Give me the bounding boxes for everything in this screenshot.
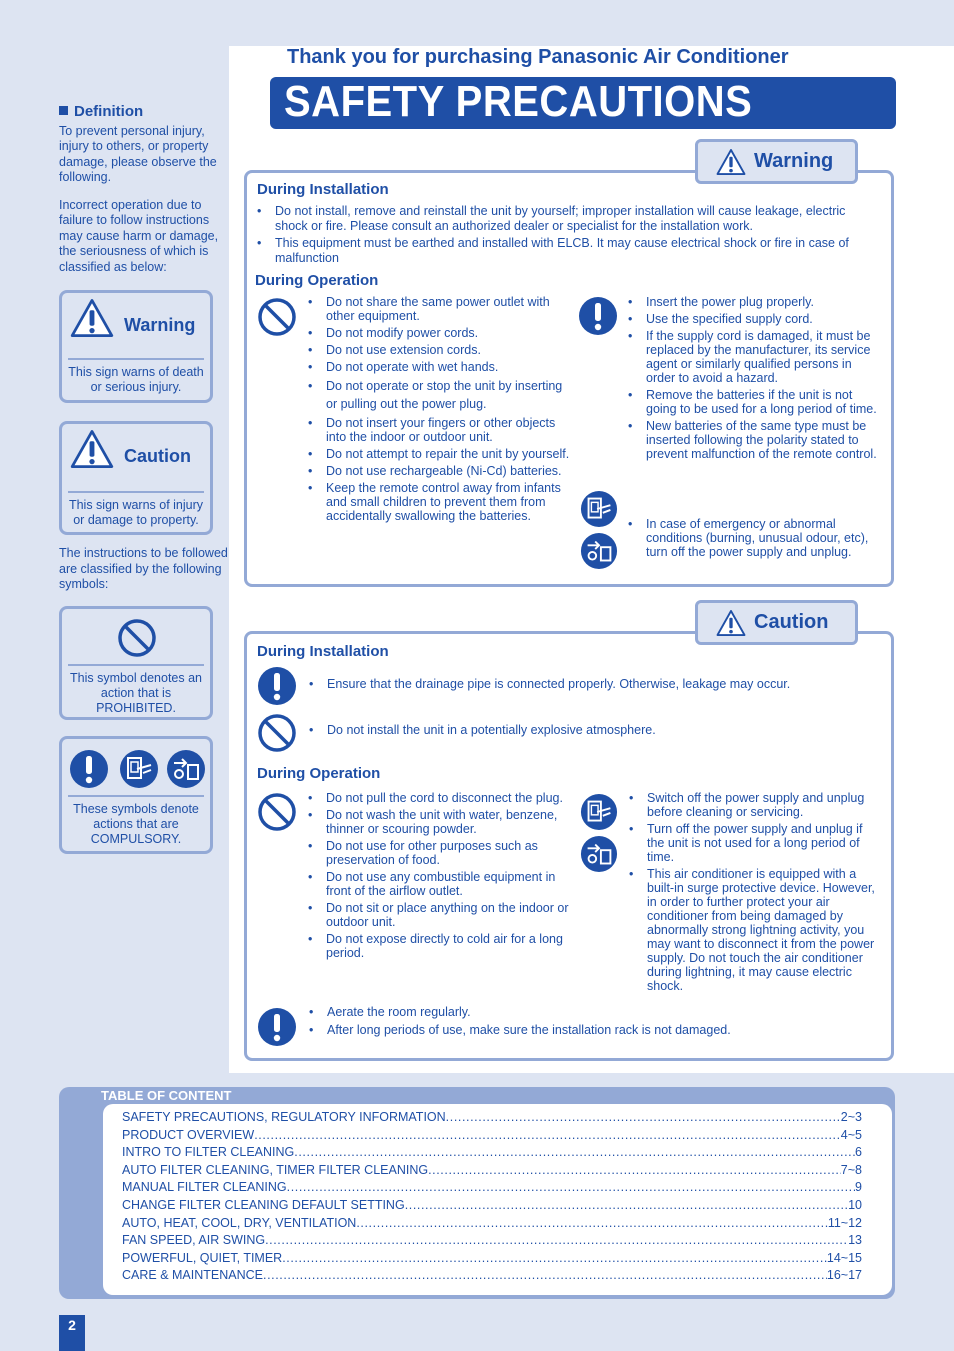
caution-installation-heading: During Installation <box>257 643 389 660</box>
warning-tag-label: Warning <box>754 150 834 172</box>
toc-row[interactable] <box>122 1216 862 1230</box>
title-bar <box>270 77 896 129</box>
caution-unplug-list <box>629 791 881 996</box>
divider <box>68 491 204 493</box>
toc-page: 2~3 <box>840 1110 862 1124</box>
warning-installation-list <box>257 204 877 268</box>
toc-leader <box>254 1128 841 1142</box>
list-item: • Ensure that the drainage pipe is connected properly. Otherwise, leakage may occur. <box>309 677 879 692</box>
toc-leader <box>282 1251 827 1265</box>
toc-page: 14~15 <box>826 1250 862 1265</box>
definition-heading: Definition <box>59 104 229 120</box>
unplug-icon <box>580 532 618 570</box>
warning-unplug-list <box>628 517 880 562</box>
unplug-icon <box>580 835 618 873</box>
plug-in-icon <box>580 793 618 831</box>
toc-label: FAN SPEED, AIR SWING <box>122 1233 266 1248</box>
toc-label: MANUAL FILTER CLEANING <box>122 1180 287 1195</box>
toc-label: CARE & MAINTENANCE <box>122 1268 263 1283</box>
toc-row[interactable] <box>122 1145 862 1159</box>
list-item: • This air conditioner is equipped with a built-in surge protective device. However, in order to further protect your air conditioner from being damaged by abnormally strong lightning activity, you may want to disconnect it from the power supply. Do not touch the air conditioner during lightning, it may cause electric shock. <box>629 867 881 993</box>
prohibited-icon <box>257 792 297 832</box>
compulsory-icon <box>257 1007 297 1047</box>
list-item: • This equipment must be earthed and installed with ELCB. It may cause electrical shock or fire in case of malfunction <box>257 236 877 265</box>
toc-label: INTRO TO FILTER CLEANING <box>122 1145 295 1160</box>
list-item: • Do not operate or stop the unit by inserting or pulling out the power plug. <box>308 377 570 413</box>
definition-sidebar <box>59 104 229 287</box>
warning-triangle-icon <box>70 298 114 338</box>
toc-page: 16~17 <box>826 1268 862 1283</box>
list-item: • Do not operate with wet hands. <box>308 360 570 374</box>
toc-leader <box>265 1233 848 1247</box>
toc-page: 4~5 <box>840 1127 862 1142</box>
toc-label: POWERFUL, QUIET, TIMER <box>122 1250 283 1265</box>
compulsory-icon <box>69 749 109 789</box>
toc-row[interactable] <box>122 1251 862 1265</box>
compulsory-definition-box <box>59 736 213 854</box>
thanks-heading: Thank you for purchasing Panasonic Air Conditioner <box>287 46 789 68</box>
toc-label: AUTO, HEAT, COOL, DRY, VENTILATION <box>122 1215 357 1230</box>
caution-install-compulsory-list <box>309 677 879 695</box>
prohibited-icon <box>257 713 297 753</box>
caution-box-desc: This sign warns of injury or damage to property. <box>68 498 204 527</box>
toc-page: 9 <box>855 1180 862 1195</box>
list-item: • Do not use rechargeable (Ni-Cd) batteries. <box>308 464 570 478</box>
toc-title: TABLE OF CONTENT <box>101 1088 232 1103</box>
list-item: • Switch off the power supply and unplug before cleaning or servicing. <box>629 791 881 819</box>
compulsory-icon <box>257 666 297 706</box>
list-item: • Turn off the power supply and unplug if the unit is not used for a long period of time. <box>629 822 881 864</box>
toc-label: CHANGE FILTER CLEANING DEFAULT SETTING <box>122 1198 405 1212</box>
warning-tag <box>695 139 858 184</box>
list-item: • Do not use extension cords. <box>308 343 570 357</box>
list-item: • In case of emergency or abnormal conditions (burning, unusual odour, etc), turn off the power supply and unplug. <box>628 517 880 559</box>
toc-row[interactable] <box>122 1110 862 1124</box>
page-number: 2 <box>59 1315 85 1351</box>
toc-page: 11~12 <box>827 1215 862 1230</box>
toc-leader <box>446 1110 841 1124</box>
warning-box-desc: This sign warns of death or serious injury. <box>68 365 204 394</box>
compulsory-icon <box>578 296 618 336</box>
toc-page: 7~8 <box>840 1162 862 1177</box>
caution-definition-box <box>59 421 213 535</box>
list-item: • Do not share the same power outlet with other equipment. <box>308 295 570 323</box>
toc-leader <box>405 1198 848 1212</box>
definition-para-1: To prevent personal injury, injury to others, or property damage, please observe the following. <box>59 123 217 184</box>
list-item: • Do not expose directly to cold air for a long period. <box>308 932 570 960</box>
compulsory-box-desc: These symbols denote actions that are COMPULSORY. <box>73 802 199 846</box>
caution-tag-label: Caution <box>754 611 829 633</box>
toc-leader <box>287 1180 855 1194</box>
prohibited-definition-box <box>59 606 213 720</box>
caution-prohibited-list <box>308 791 570 963</box>
caution-triangle-icon <box>716 607 746 639</box>
divider <box>68 795 204 797</box>
caution-install-prohibited-list <box>309 723 879 741</box>
toc-leader <box>263 1268 827 1282</box>
toc-row[interactable] <box>122 1128 862 1142</box>
list-item: • Do not modify power cords. <box>308 326 570 340</box>
list-item: • After long periods of use, make sure the installation rack is not damaged. <box>309 1023 879 1038</box>
list-item: • Keep the remote control away from infants and small children to prevent them from accidentally swallowing the batteries. <box>308 481 570 523</box>
list-item: • Aerate the room regularly. <box>309 1005 879 1020</box>
list-item: • Insert the power plug properly. <box>628 295 880 309</box>
unplug-icon <box>166 749 206 789</box>
toc-page: 6 <box>855 1145 862 1160</box>
square-bullet-icon <box>59 106 68 115</box>
list-item: • Do not pull the cord to disconnect the plug. <box>308 791 570 805</box>
warning-triangle-icon <box>716 146 746 178</box>
prohibited-box-desc: This symbol denotes an action that is PROHIBITED. <box>69 671 202 715</box>
plug-in-icon <box>119 749 159 789</box>
toc-label: PRODUCT OVERVIEW <box>122 1127 255 1142</box>
warning-operation-heading: During Operation <box>255 272 379 289</box>
toc-leader <box>428 1163 841 1177</box>
toc-label: SAFETY PRECAUTIONS, REGULATORY INFORMATION <box>122 1110 446 1124</box>
prohibited-icon <box>257 297 297 337</box>
page-title: SAFETY PRECAUTIONS <box>284 78 753 126</box>
list-item: • Do not attempt to repair the unit by yourself. <box>308 447 570 461</box>
list-item: • Do not install, remove and reinstall the unit by yourself; improper installation will cause leakage, electric shock or fire. Please consult an authorized dealer or specialist for the installation work. <box>257 204 877 233</box>
warning-compulsory-list <box>628 295 880 464</box>
toc-page: 13 <box>848 1233 862 1248</box>
list-item: • Do not use any combustible equipment in front of the airflow outlet. <box>308 870 570 898</box>
toc-page: 10 <box>848 1198 862 1212</box>
toc-label: AUTO FILTER CLEANING, TIMER FILTER CLEANING <box>122 1162 429 1177</box>
caution-compulsory-list <box>309 1005 879 1040</box>
toc-row[interactable] <box>122 1268 862 1282</box>
list-item: • Do not use for other purposes such as preservation of food. <box>308 839 570 867</box>
toc-row[interactable] <box>122 1198 862 1212</box>
toc-leader <box>356 1216 827 1230</box>
warning-box-title: Warning <box>124 315 196 335</box>
prohibited-icon <box>117 618 157 658</box>
list-item: • Do not install the unit in a potentially explosive atmosphere. <box>309 723 879 738</box>
list-item: • If the supply cord is damaged, it must be replaced by the manufacturer, its service agent or similarly qualified persons in order to avoid a hazard. <box>628 329 880 385</box>
symbols-intro-text: The instructions to be followed are classified by the following symbols: <box>59 546 228 591</box>
list-item: • Do not insert your fingers or other objects into the indoor or outdoor unit. <box>308 416 570 444</box>
list-item: • Do not wash the unit with water, benzene, thinner or scouring powder. <box>308 808 570 836</box>
divider <box>68 358 204 360</box>
list-item: • New batteries of the same type must be inserted following the polarity stated to prevent malfunction of the remote control. <box>628 419 880 461</box>
list-item: • Remove the batteries if the unit is not going to be used for a long period of time. <box>628 388 880 416</box>
list-item: • Use the specified supply cord. <box>628 312 880 326</box>
warning-prohibited-list <box>308 295 570 526</box>
toc-leader <box>294 1145 855 1159</box>
plug-in-icon <box>580 490 618 528</box>
caution-box-title: Caution <box>124 446 191 466</box>
toc-row[interactable] <box>122 1233 862 1247</box>
definition-para-2: Incorrect operation due to failure to follow instructions may cause harm or damage, the seriousness of which is classified as below: <box>59 197 219 274</box>
divider <box>68 664 204 666</box>
toc-row[interactable] <box>122 1163 862 1177</box>
warning-definition-box <box>59 290 213 403</box>
warning-installation-heading: During Installation <box>257 181 389 198</box>
caution-operation-heading: During Operation <box>257 765 381 782</box>
list-item: • Do not sit or place anything on the indoor or outdoor unit. <box>308 901 570 929</box>
symbols-intro <box>59 546 229 605</box>
caution-tag <box>695 600 858 645</box>
toc-row[interactable] <box>122 1180 862 1194</box>
caution-triangle-icon <box>70 429 114 469</box>
